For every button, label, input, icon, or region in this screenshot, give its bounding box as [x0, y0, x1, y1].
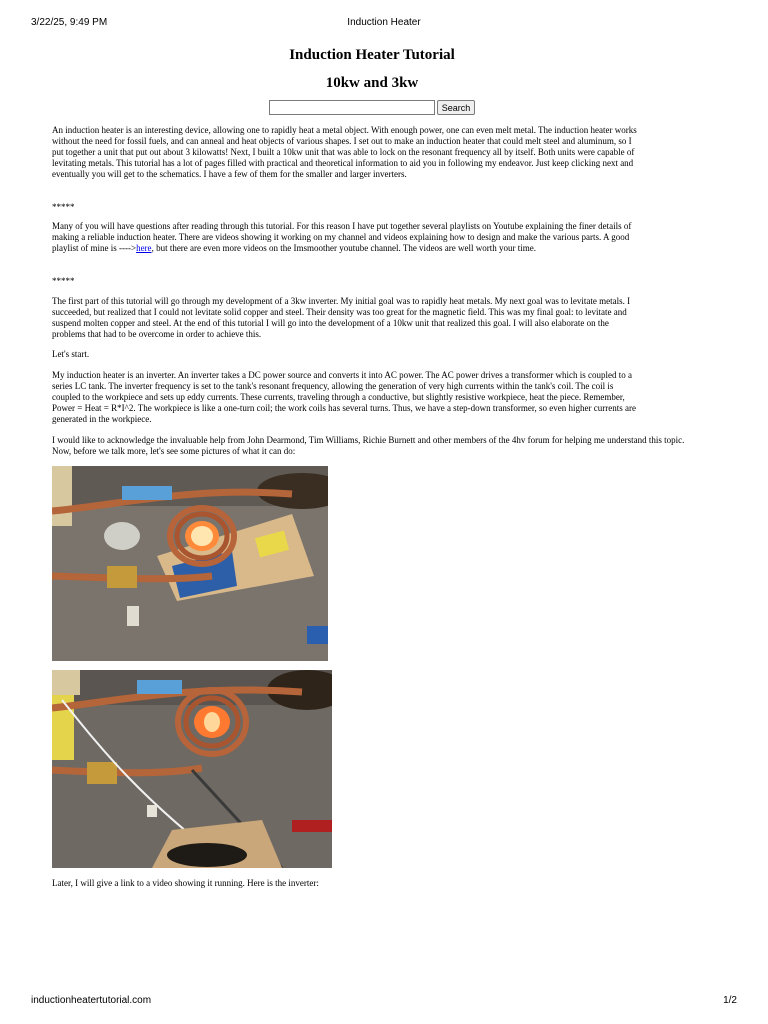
separator: *****	[52, 276, 75, 286]
print-date: 3/22/25, 9:49 PM	[31, 17, 108, 28]
glowing-workpiece-photo	[52, 670, 332, 868]
playlists-text-after: , but there are even more videos on the Imsmoother youtube channel. The videos are well worth your time.	[151, 243, 537, 253]
development-paragraph: The first part of this tutorial will go through my development of a 3kw inverter. My initial goal was to rapidly heat metals. My next goal was to levitate metals. I succeeded, but realized that I could not levitate solid copper and steel. Their density was too great for the magnetic field. This was my final goal: to levitate and suspend molten copper and steel. At the end of this tutorial I will go into the development of a 10kw unit that realized this goal. I will also elaborate on the problems that had to be overcome in order to achieve this.	[52, 296, 631, 339]
page-number: 1/2	[723, 995, 737, 1006]
article	[52, 44, 692, 116]
later-paragraph: Later, I will give a link to a video showing it running. Here is the inverter:	[52, 878, 319, 888]
induction-heater-photo	[52, 466, 328, 661]
inverter-paragraph: My induction heater is an inverter. An inverter takes a DC power source and converts it into AC power. The AC power drives a transformer which is coupled to a series LC tank. The inverter frequency is set to the tank's resonant frequency, allowing the generation of very high currents within the tank's coil. The coil is coupled to the workpiece and sets up eddy currents. These currents, traveling through a conductive, but slightly resistive workpiece, heat the piece. Remember, Power = Heat = R*I^2. The workpiece is like a one-turn coil; the work coils has several turns. Thus, we have a step-down transformer, so even higher currents are generated in the workpiece.	[52, 370, 637, 424]
intro-paragraph: An induction heater is an interesting device, allowing one to rapidly heat a metal object. With enough power, one can even melt metal. The induction heater works without the need for fossil fuels, and can anneal and heat objects of various shapes. I set out to make an induction heater that could melt steel and aluminum, so I put together a unit that put out about 3 kilowatts! Next, I built a 10kw unit that was able to lock on the resonant frequency all by itself. Both units were capable of levitating metals. This tutorial has a lot of pages filled with practical and theoretical information to aid you in following my endeavor. Just keep clicking next and eventually you will get to the schematics. I have a few of them for the smaller and larger inverters.	[52, 125, 637, 179]
separator: *****	[52, 202, 75, 212]
page-subtitle: 10kw and 3kw	[325, 75, 419, 91]
page-title: Induction Heater Tutorial	[289, 47, 455, 63]
playlists-text: Many of you will have questions after reading through this tutorial. For this reason I have put together several playlists on Youtube explaining the finer details of making a reliable induction heater. There are videos showing it working on my channel and videos explaining how to design and make the various parts. A good playlist of mine is ---->	[52, 221, 632, 253]
print-url: inductionheatertutorial.com	[31, 995, 152, 1006]
print-header	[31, 17, 737, 31]
acknowledge-paragraph: I would like to acknowledge the invaluable help from John Dearmond, Tim Williams, Richie Burnett and other members of the 4hv forum for helping me understand this topic. Now, before we talk more, let's see some pictures of what it can do:	[52, 435, 685, 456]
search-input[interactable]	[269, 100, 435, 115]
search-button[interactable]: Search	[437, 100, 476, 115]
lets-start-paragraph: Let's start.	[52, 349, 90, 359]
playlists-paragraph	[52, 221, 637, 254]
search-form	[52, 100, 692, 116]
playlist-link[interactable]: here	[136, 243, 152, 253]
print-page-title: Induction Heater	[347, 17, 421, 28]
print-footer	[31, 995, 737, 1009]
